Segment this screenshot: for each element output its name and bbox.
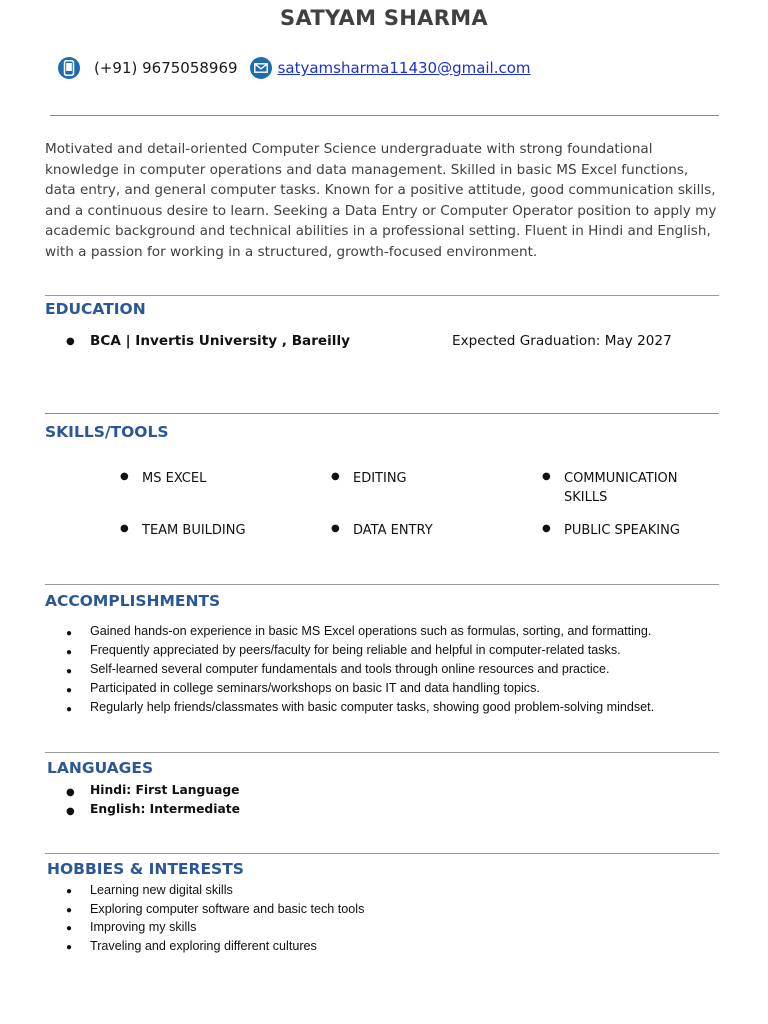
hobbies-list: [66, 881, 364, 956]
bullet-icon: ●: [542, 471, 551, 482]
phone-number: (+91) 9675058969: [94, 59, 238, 77]
education-heading: EDUCATION: [45, 300, 146, 318]
accomplishments-heading: ACCOMPLISHMENTS: [45, 592, 221, 610]
list-item: ● Participated in college seminars/workshops on basic IT and data handling topics.: [66, 679, 654, 698]
list-item: ● Hindi: First Language: [66, 781, 240, 800]
list-item: ● Traveling and exploring different cultures: [66, 937, 364, 956]
skills-heading: SKILLS/TOOLS: [45, 423, 169, 441]
header-divider: [50, 115, 719, 116]
list-item: ● Learning new digital skills: [66, 881, 364, 900]
list-item: ● Regularly help friends/classmates with basic computer tasks, showing good problem-solving mindset.: [66, 698, 654, 717]
languages-list: [66, 781, 240, 819]
list-item: ● Frequently appreciated by peers/faculty for being reliable and helpful in computer-related tasks.: [66, 641, 654, 660]
education-entry: [66, 333, 706, 353]
skill-item: ● DATA ENTRY: [331, 523, 433, 538]
skill-item: ● TEAM BUILDING: [120, 523, 246, 538]
bullet-icon: ●: [66, 628, 73, 639]
bullet-icon: ●: [66, 904, 73, 916]
section-divider: [45, 413, 719, 414]
skill-item: ● PUBLIC SPEAKING: [542, 523, 680, 538]
section-divider: [45, 295, 719, 296]
mail-icon: [250, 57, 272, 79]
bullet-icon: ●: [66, 685, 73, 696]
list-item: ● Gained hands-on experience in basic MS Excel operations such as formulas, sorting, and formatting.: [66, 622, 654, 641]
section-divider: [45, 584, 719, 585]
bullet-icon: ●: [331, 523, 340, 534]
degree-title: BCA | Invertis University , Bareilly: [90, 333, 350, 349]
skill-item: ● MS EXCEL: [120, 471, 207, 486]
section-divider: [45, 853, 719, 854]
list-item: ● Exploring computer software and basic tech tools: [66, 900, 364, 919]
bullet-icon: ●: [120, 523, 129, 534]
bullet-icon: ●: [66, 787, 75, 798]
bullet-icon: ●: [66, 806, 75, 817]
list-item: ● English: Intermediate: [66, 800, 240, 819]
resume-name: SATYAM SHARMA: [280, 6, 488, 30]
bullet-icon: ●: [66, 647, 73, 658]
bullet-icon: ●: [542, 523, 551, 534]
email-link[interactable]: satyamsharma11430@gmail.com: [277, 59, 531, 77]
bullet-icon: ●: [66, 942, 73, 954]
professional-summary: Motivated and detail-oriented Computer Science undergraduate with strong foundational knowledge in computer operations and data management. Skilled in basic MS Excel functions, data entry, and general computer tasks. Known for a positive attitude, good communication skills, and a continuous desire to learn. Seeking a Data Entry or Computer Operator position to apply my academic background and technical abilities in a professional setting. Fluent in Hindi and English, with a passion for working in a structured, growth-focused environment.: [45, 141, 717, 260]
bullet-icon: ●: [66, 666, 73, 677]
list-item: ● Self-learned several computer fundamentals and tools through online resources and practice.: [66, 660, 654, 679]
phone-icon: [58, 57, 80, 79]
skill-item: ● EDITING: [331, 471, 407, 486]
section-divider: [45, 752, 719, 753]
graduation-date: Expected Graduation: May 2027: [452, 333, 672, 349]
bullet-icon: ●: [66, 923, 73, 935]
skill-item: ● COMMUNICATION SKILLS: [542, 471, 678, 505]
list-item: ● Improving my skills: [66, 918, 364, 937]
contact-line: [58, 56, 531, 80]
bullet-icon: ●: [331, 471, 340, 482]
hobbies-heading: HOBBIES & INTERESTS: [47, 860, 244, 878]
bullet-icon: ●: [66, 886, 73, 897]
bullet-icon: ●: [120, 471, 129, 482]
languages-heading: LANGUAGES: [47, 759, 154, 777]
bullet-icon: ●: [66, 704, 73, 715]
bullet-icon: ●: [66, 336, 75, 347]
accomplishments-list: [66, 622, 654, 717]
